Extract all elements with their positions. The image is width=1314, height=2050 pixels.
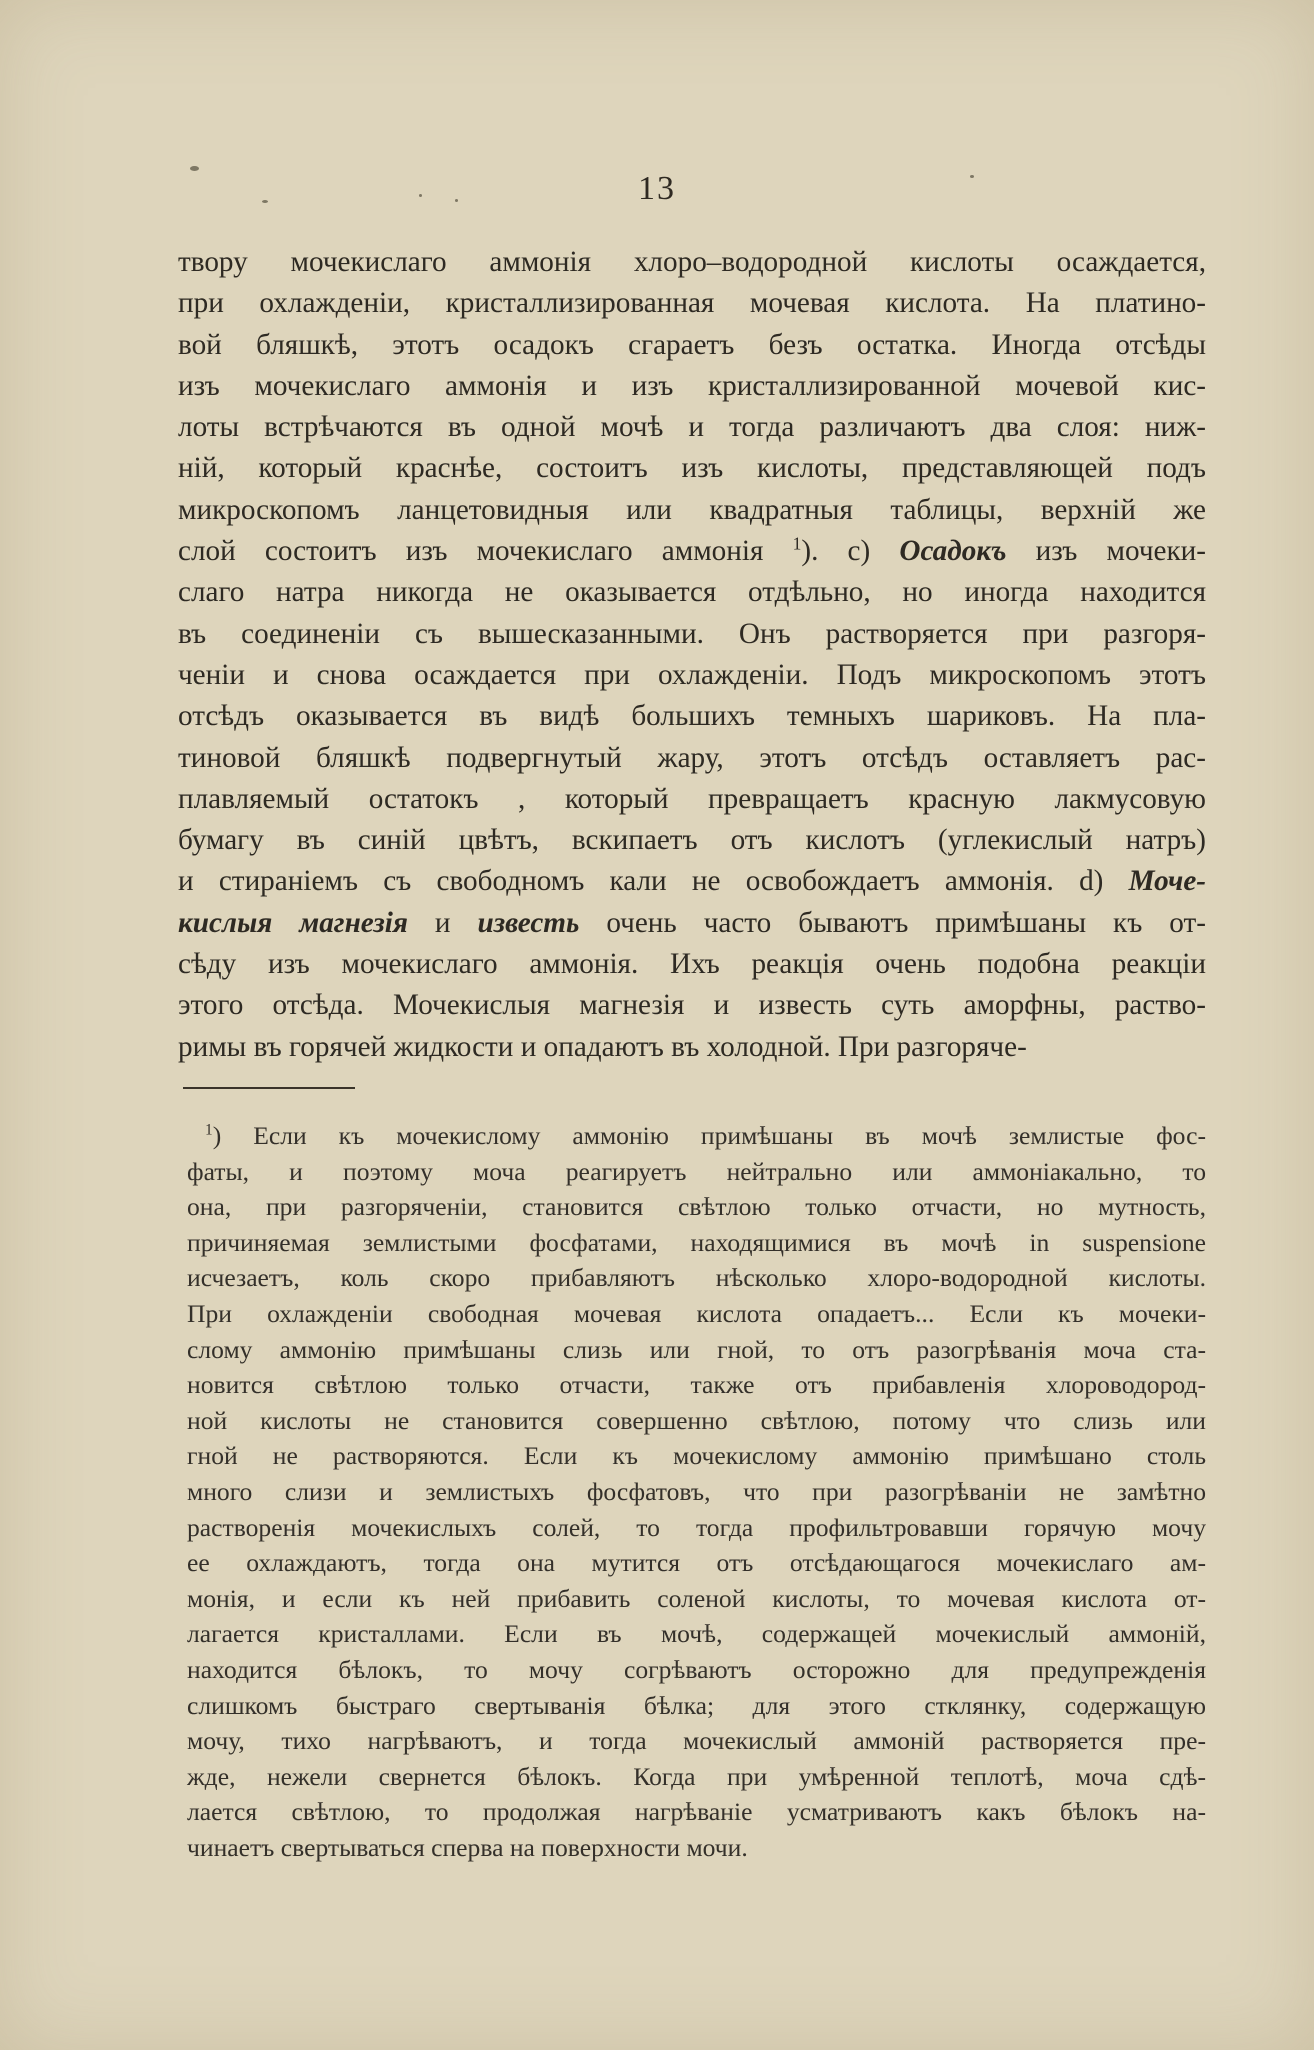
footnote-line: ее охлаждаютъ, тогда она мутится отъ отсѣдающагося мочекислаго ам-: [187, 1548, 1206, 1578]
text-line: [178, 861, 1206, 902]
text-line: ченіи и снова осаждается при охлажденіи. Подъ микроскопомъ этотъ: [178, 658, 1206, 691]
text-line: слаго натра никогда не оказывается отдѣльно, но иногда находится: [178, 576, 1206, 609]
text-run: и: [407, 906, 478, 939]
text-run: очень часто бываютъ примѣшаны къ от-: [579, 906, 1206, 939]
text-line: бумагу въ синій цвѣтъ, вскипаетъ отъ кислотъ (углекислый натръ): [178, 824, 1206, 857]
footnote-line: [187, 1118, 1206, 1154]
text-line: этого отсѣда. Мочекислыя магнезія и известь суть аморфны, раство-: [178, 989, 1206, 1022]
text-run: слой состоитъ изъ мочекислаго аммонія: [178, 535, 793, 568]
italic-term: известь: [477, 906, 580, 939]
page-number: 13: [638, 170, 676, 207]
text-line: римы въ горячей жидкости и опадаютъ въ холодной. При разгоряче-: [178, 1030, 1027, 1063]
text-run: ) Если къ мочекислому аммонію примѣшаны въ мочѣ землистые фос-: [212, 1121, 1206, 1150]
text-line: тиновой бляшкѣ подвергнутый жару, этотъ отсѣдъ оставляетъ рас-: [178, 741, 1206, 774]
footnote-line: монія, и если къ ней прибавить соленой кислоты, то мочевая кислота от-: [187, 1583, 1206, 1613]
text-run: изъ мочеки-: [1006, 535, 1206, 568]
text-line: микроскопомъ ланцетовидныя или квадратныя таблицы, верхній же: [178, 493, 1206, 526]
footnote-line: чинаетъ свертываться сперва на поверхности мочи.: [187, 1832, 748, 1862]
text-line: [178, 903, 1206, 944]
text-line: твору мочекислаго аммонія хлоро–водородной кислоты осаждается,: [178, 246, 1206, 278]
footnote-line: слому аммонію примѣшаны слизь или гной, то отъ разогрѣванія моча ста-: [187, 1334, 1206, 1364]
footnote-line: она, при разгоряченіи, становится свѣтлою только отчасти, но мутность,: [187, 1192, 1206, 1222]
footnote-line: мочу, тихо нагрѣваютъ, и тогда мочекислый аммоній растворяется пре-: [187, 1726, 1206, 1756]
text-line: при охлажденіи, кристаллизированная мочевая кислота. На платино-: [178, 287, 1206, 320]
footnote-line: находится бѣлокъ, то мочу согрѣваютъ осторожно для предупрежденія: [187, 1654, 1206, 1684]
footnote-ref: 1: [792, 533, 802, 554]
footnote-line: лагается кристаллами. Если въ мочѣ, содержащей мочекислый аммоній,: [187, 1619, 1206, 1649]
text-line: [178, 531, 1206, 572]
footnote-block: [187, 1118, 1206, 1865]
footnote-line: При охлажденіи свободная мочевая кислота опадаетъ... Если къ мочеки-: [187, 1298, 1206, 1328]
italic-term: кислыя магнезія: [178, 906, 408, 939]
footnote-line: много слизи и землистыхъ фосфатовъ, что при разогрѣваніи не замѣтно: [187, 1476, 1206, 1506]
footnote-line: растворенія мочекислыхъ солей, то тогда профильтровавши горячую мочу: [187, 1512, 1206, 1542]
text-run: и стираніемъ съ свободномъ кали не освобождаетъ аммонія. d): [178, 865, 1129, 898]
text-line: ній, который краснѣе, состоитъ изъ кислоты, представляющей подъ: [178, 452, 1206, 485]
footnote-line: слишкомъ быстраго свертыванія бѣлка; для этого стклянку, содержащую: [187, 1690, 1206, 1720]
text-line: въ соединеніи съ вышесказанными. Онъ растворяется при разгоря-: [178, 617, 1206, 650]
text-line: плавляемый остатокъ , который превращаетъ красную лакмусовую: [178, 782, 1206, 815]
text-line: отсѣдъ оказывается въ видѣ большихъ темныхъ шариковъ. На пла-: [178, 700, 1206, 733]
text-run: ). с): [801, 535, 900, 568]
footnote-separator: [183, 1087, 355, 1089]
footnote-line: лается свѣтлою, то продолжая нагрѣваніе усматриваютъ какъ бѣлокъ на-: [187, 1797, 1206, 1827]
footnote-line: фаты, и поэтому моча реагируетъ нейтрально или аммоніакально, то: [187, 1156, 1206, 1186]
footnote-line: причиняемая землистыми фосфатами, находящимися въ мочѣ in suspensione: [187, 1227, 1206, 1257]
text-line: изъ мочекислаго аммонія и изъ кристаллизированной мочевой кис-: [178, 369, 1206, 402]
footnote-marker: 1: [205, 1121, 213, 1139]
text-line: вой бляшкѣ, этотъ осадокъ сгараетъ безъ остатка. Иногда отсѣды: [178, 328, 1206, 361]
main-text: [178, 242, 1206, 1068]
italic-term: Моче-: [1128, 865, 1206, 898]
text-line: сѣду изъ мочекислаго аммонія. Ихъ реакція очень подобна реакціи: [178, 948, 1206, 981]
footnote-line: новится свѣтлою только отчасти, также отъ прибавленія хлороводород-: [187, 1370, 1206, 1400]
italic-term: Осадокъ: [899, 535, 1007, 568]
footnote-line: исчезаетъ, коль скоро прибавляютъ нѣсколько хлоро-водородной кислоты.: [187, 1263, 1206, 1293]
text-line: лоты встрѣчаются въ одной мочѣ и тогда различаютъ два слоя: ниж-: [178, 411, 1206, 444]
footnote-line: жде, нежели свернется бѣлокъ. Когда при умѣренной теплотѣ, моча сдѣ-: [187, 1761, 1206, 1791]
footnote-line: гной не растворяются. Если къ мочекислому аммонію примѣшано столь: [187, 1441, 1206, 1471]
footnote-line: ной кислоты не становится совершенно свѣтлою, потому что слизь или: [187, 1405, 1206, 1435]
